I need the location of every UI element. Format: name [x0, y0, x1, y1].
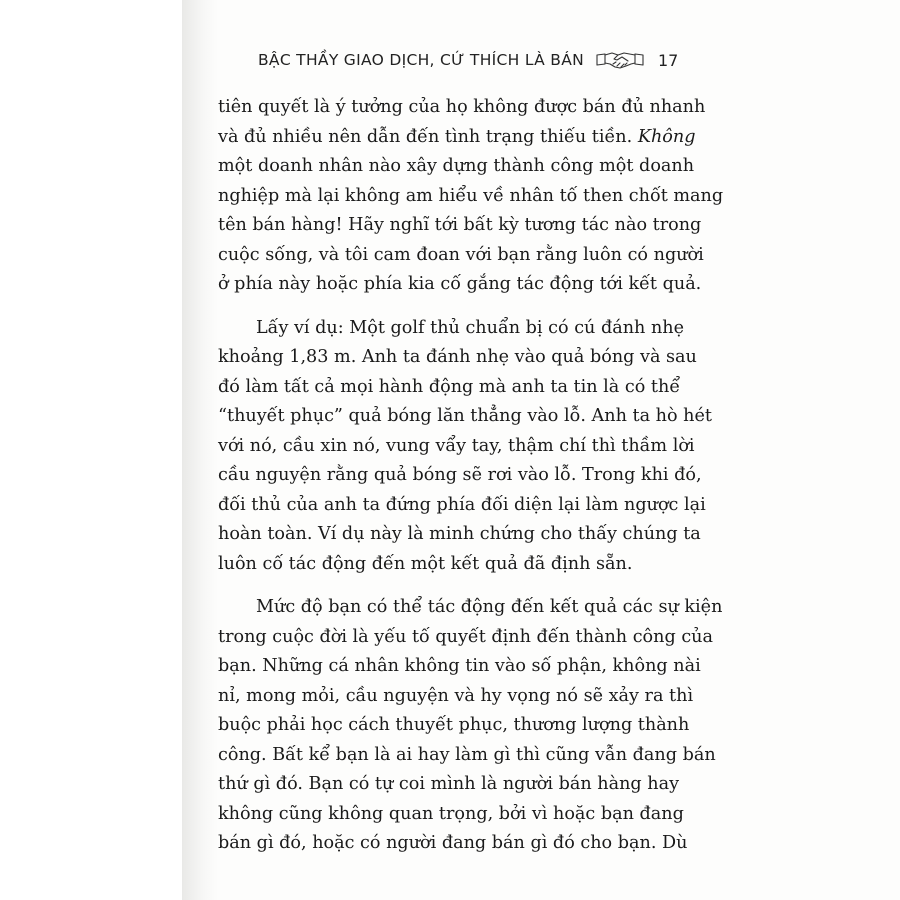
handshake-icon [596, 49, 644, 71]
running-title: BẬC THẦY GIAO DỊCH, CỨ THÍCH LÀ BÁN [258, 51, 584, 69]
text-line: buộc phải học cách thuyết phục, thương lượng thành [218, 715, 690, 735]
text-line: với nó, cầu xin nó, vung vẩy tay, thậm chí thì thầm lời [218, 435, 695, 456]
paragraph [218, 314, 712, 580]
text-line: một doanh nhân nào xây dựng thành công một doanh [218, 156, 695, 176]
text-line: hoàn toàn. Ví dụ này là minh chứng cho thấy chúng ta [218, 524, 701, 544]
text-line: cầu nguyện rằng quả bóng sẽ rơi vào lỗ. Trong khi đó, [218, 465, 702, 485]
text-line: “thuyết phục” quả bóng lăn thẳng vào lỗ. Anh ta hò hét [218, 406, 712, 426]
text-line [218, 123, 696, 153]
running-header [258, 44, 678, 76]
text-line: ở phía này hoặc phía kia cố gắng tác động tới kết quả. [218, 274, 702, 294]
text-line: không cũng không quan trọng, bởi vì hoặc bạn đang [218, 803, 684, 824]
text-line: bán gì đó, hoặc có người đang bán gì đó cho bạn. Dù [218, 833, 688, 853]
text-line: cuộc sống, và tôi cam đoan với bạn rằng luôn có người [218, 244, 704, 265]
text-line: công. Bất kể bạn là ai hay làm gì thì cũng vẫn đang bán [218, 744, 716, 765]
italic-text: Không [637, 126, 696, 147]
text-line: tên bán hàng! Hãy nghĩ tới bất kỳ tương tác nào trong [218, 215, 702, 235]
text-line: Lấy ví dụ: Một golf thủ chuẩn bị có cú đánh nhẹ [256, 317, 685, 338]
text-line: thứ gì đó. Bạn có tự coi mình là người bán hàng hay [218, 774, 680, 794]
text-line: Mức độ bạn có thể tác động đến kết quả các sự kiện [256, 597, 723, 617]
text-line: trong cuộc đời là yếu tố quyết định đến thành công của [218, 626, 714, 647]
paragraph [218, 93, 724, 300]
text-line: bạn. Những cá nhân không tin vào số phận, không nài [218, 656, 701, 676]
paragraph [218, 593, 723, 859]
text-line: nỉ, mong mỏi, cầu nguyện và hy vọng nó sẽ xảy ra thì [218, 685, 694, 706]
text-line: nghiệp mà lại không am hiểu về nhân tố then chốt mang [218, 185, 724, 206]
text-line: khoảng 1,83 m. Anh ta đánh nhẹ vào quả bóng và sau [218, 347, 697, 367]
text-line: đối thủ của anh ta đứng phía đối diện lại làm ngược lại [218, 494, 706, 515]
body-text [218, 93, 724, 873]
text-line: tiên quyết là ý tưởng của họ không được bán đủ nhanh [218, 97, 706, 117]
page-gutter-shadow [182, 0, 218, 900]
text-segment: và đủ nhiều nên dẫn đến tình trạng thiếu tiền. [218, 126, 638, 147]
text-line: đó làm tất cả mọi hành động mà anh ta tin là có thể [218, 376, 681, 397]
page-number: 17 [658, 50, 679, 70]
text-line: luôn cố tác động đến một kết quả đã định sẵn. [218, 553, 633, 574]
